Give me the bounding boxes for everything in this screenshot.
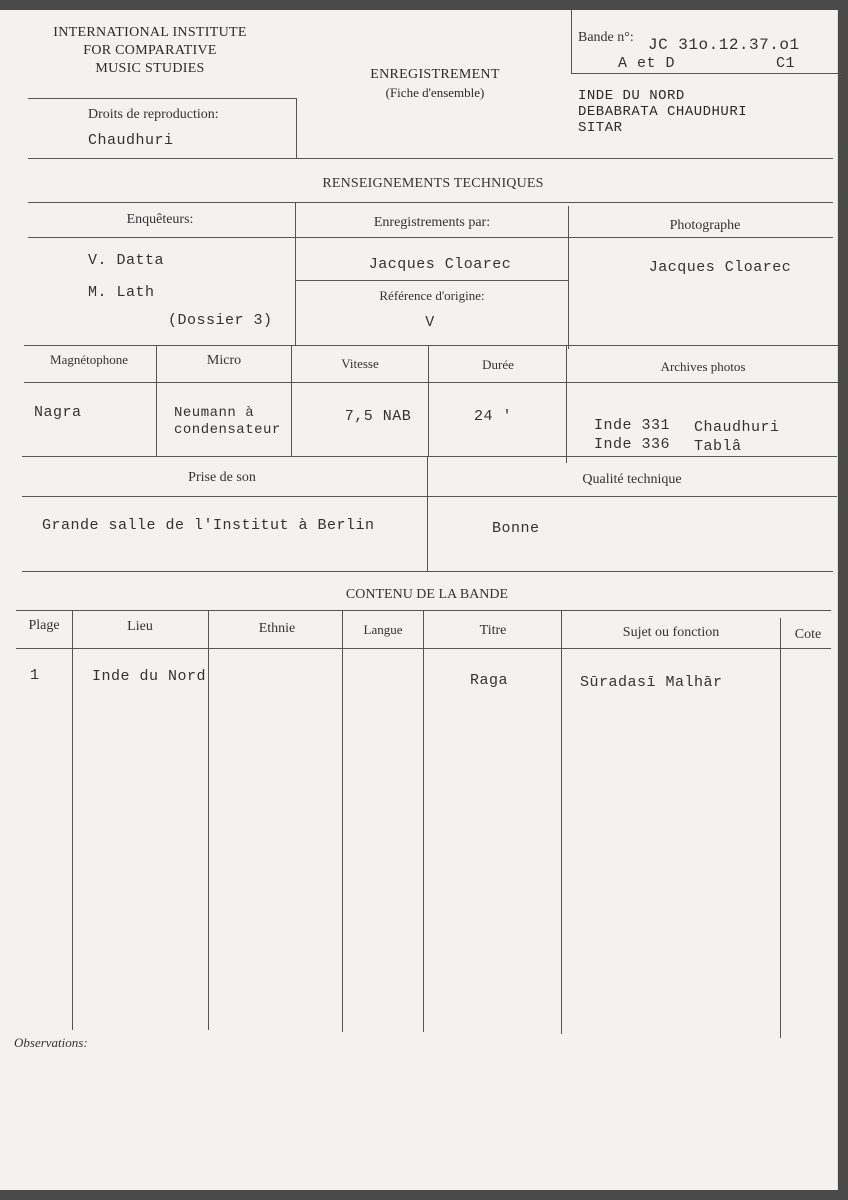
form-title-block (345, 67, 525, 101)
subject-line-1: INDE DU NORD (578, 88, 685, 104)
subject-line-3: SITAR (578, 120, 623, 136)
enregistrements-value: Jacques Cloarec (368, 256, 512, 273)
form-subtitle: (Fiche d'ensemble) (385, 85, 485, 100)
row-lieu: Inde du Nord (92, 668, 207, 685)
duree-value: 24 ' (474, 408, 513, 425)
dossier-number: (Dossier 3) (168, 312, 273, 329)
row-titre: Raga (470, 672, 509, 689)
enregistrements-label: Enregistrements par: (373, 215, 491, 230)
micro-value-line-1: Neumann à (174, 405, 255, 421)
tech-section-title: RENSEIGNEMENTS TECHNIQUES (322, 176, 544, 191)
bande-label: Bande n°: (578, 30, 634, 45)
row-sujet: Sūradasī Malhār (580, 674, 723, 691)
col-titre: Titre (479, 623, 507, 638)
form-title: ENREGISTREMENT (370, 67, 500, 82)
archive-name-2: Tablâ (694, 438, 742, 455)
observations-label: Observations: (14, 1035, 88, 1050)
archives-header: Archives photos (660, 359, 746, 374)
enqueteur-1: V. Datta (88, 252, 165, 269)
droits-label: Droits de reproduction: (88, 107, 219, 122)
institute-name (28, 24, 272, 78)
reference-label: Référence d'origine: (379, 288, 485, 303)
bande-sides: A et D (618, 55, 676, 72)
magnetophone-header: Magnétophone (50, 352, 128, 367)
institute-line-1: INTERNATIONAL INSTITUTE (53, 25, 247, 40)
vitesse-header: Vitesse (341, 356, 379, 371)
subject-block (578, 88, 747, 136)
qualite-value: Bonne (492, 520, 540, 537)
bande-number: JC 31o.12.37.o1 (648, 36, 800, 54)
form-sheet (0, 10, 838, 1190)
col-cote: Cote (794, 627, 822, 642)
reference-value: V (425, 314, 435, 331)
institute-line-3: MUSIC STUDIES (95, 61, 205, 76)
magnetophone-value: Nagra (34, 404, 82, 421)
vitesse-value: 7,5 NAB (344, 408, 412, 425)
duree-header: Durée (482, 357, 514, 372)
archive-ref-1: Inde 331 (594, 417, 671, 434)
contenu-section-title: CONTENU DE LA BANDE (345, 587, 509, 602)
qualite-label: Qualité technique (582, 472, 682, 487)
prise-value: Grande salle de l'Institut à Berlin (42, 517, 375, 534)
enqueteurs-label: Enquêteurs: (126, 212, 194, 227)
archive-ref-2: Inde 336 (594, 436, 671, 453)
archive-name-1: Chaudhuri (694, 419, 780, 436)
prise-label: Prise de son (188, 470, 256, 485)
enqueteur-2: M. Lath (88, 284, 155, 301)
col-ethnie: Ethnie (258, 621, 296, 636)
micro-value-line-2: condensateur (174, 422, 281, 438)
photographe-value: Jacques Cloarec (648, 259, 792, 276)
photographe-label: Photographe (669, 218, 741, 233)
institute-line-2: FOR COMPARATIVE (83, 43, 217, 58)
col-langue: Langue (363, 622, 403, 637)
droits-value: Chaudhuri (88, 132, 174, 149)
subject-line-2: DEBABRATA CHAUDHURI (578, 104, 748, 120)
col-lieu: Lieu (127, 619, 153, 634)
col-sujet: Sujet ou fonction (622, 625, 720, 640)
bande-code: C1 (776, 55, 796, 72)
micro-header: Micro (206, 353, 242, 368)
row-plage: 1 (30, 667, 40, 684)
col-plage: Plage (28, 618, 60, 633)
